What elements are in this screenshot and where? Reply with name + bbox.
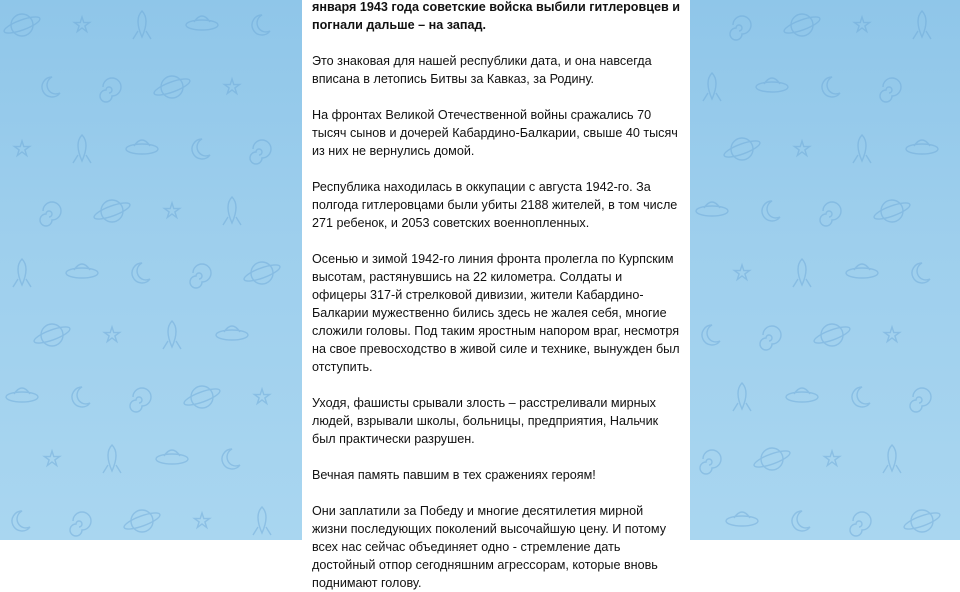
rocket-icon (918, 11, 926, 37)
rocket-icon (798, 259, 806, 285)
spiral-icon (910, 388, 931, 412)
spiral-icon (700, 450, 721, 474)
ufo-icon (786, 392, 818, 402)
ufo-dome-icon (14, 388, 30, 394)
spiral-icon (730, 16, 751, 40)
spiral-icon (880, 78, 901, 102)
planet-ring-icon (92, 200, 131, 222)
star-icon (74, 17, 89, 32)
ufo-icon (216, 330, 248, 340)
ufo-icon (126, 144, 158, 154)
ufo-dome-icon (914, 140, 930, 146)
message-paragraph: Это знаковая для нашей республики дата, и она навсегда вписана в летопись Битвы за Кавказ, за Родину. (312, 54, 652, 86)
spiral-icon (70, 512, 91, 536)
ufo-dome-icon (734, 512, 750, 518)
ufo-icon (696, 206, 728, 216)
moon-icon (912, 263, 930, 283)
star-icon (884, 327, 899, 342)
planet-ring-icon (32, 324, 71, 346)
planet-ring-icon (902, 510, 941, 532)
rocket-icon (258, 507, 266, 533)
moon-icon (42, 77, 60, 97)
message-paragraph: Республика находилась в оккупации с августа 1942-го. За полгода гитлеровцами были убиты 2188 жителей, в том числе 271 ребенок, и 2053 советских военнопленных. (312, 180, 678, 230)
ufo-dome-icon (134, 140, 150, 146)
spiral-icon (130, 388, 151, 412)
planet-ring-icon (812, 324, 851, 346)
message-paragraph: Уходя, фашисты срывали злость – расстреливали мирных людей, взрывали школы, больницы, предприятия, Нальчик был практически разрушен. (312, 396, 659, 446)
moon-icon (192, 139, 210, 159)
ufo-icon (726, 516, 758, 526)
planet-ring-icon (872, 200, 911, 222)
moon-icon (702, 325, 720, 345)
moon-icon (12, 511, 30, 531)
rocket-icon (858, 135, 866, 161)
ufo-icon (6, 392, 38, 402)
spiral-icon (760, 326, 781, 350)
message-paragraph: Осенью и зимой 1942-го линия фронта пролегла по Курпским высотам, растянувшись на 22 километра. Солдаты и офицеры 317-й стрелковой дивизии, жители Кабардино-Балкарии мужественно бились здесь не жалея себя, многие сложили головы. Под таким яростным напором враг, несмотря на свое превосходство в живой силе и технике, вынужден был отступить. (312, 252, 680, 374)
rocket-icon (78, 135, 86, 161)
rocket-icon (708, 73, 716, 99)
spiral-icon (100, 78, 121, 102)
planet-ring-icon (752, 448, 791, 470)
ufo-dome-icon (704, 202, 720, 208)
ufo-icon (186, 20, 218, 30)
ufo-dome-icon (854, 264, 870, 270)
ufo-icon (906, 144, 938, 154)
moon-icon (792, 511, 810, 531)
ufo-dome-icon (74, 264, 90, 270)
planet-ring-icon (152, 76, 191, 98)
spiral-icon (820, 202, 841, 226)
message-paragraph: Вечная память павшим в тех сражениях героям! (312, 468, 596, 482)
rocket-icon (738, 383, 746, 409)
moon-icon (822, 77, 840, 97)
spiral-icon (250, 140, 271, 164)
star-icon (254, 389, 269, 404)
planet-ring-icon (182, 386, 221, 408)
ufo-dome-icon (794, 388, 810, 394)
star-icon (164, 203, 179, 218)
planet-ring-icon (2, 14, 41, 36)
message-bubble[interactable] (302, 0, 690, 590)
message-paragraph: января 1943 года советские войска выбили гитлеровцев и погнали дальше – на запад. (312, 0, 680, 32)
ufo-icon (156, 454, 188, 464)
star-icon (14, 141, 29, 156)
planet-ring-icon (782, 14, 821, 36)
rocket-icon (108, 445, 116, 471)
moon-icon (852, 387, 870, 407)
moon-icon (222, 449, 240, 469)
ufo-dome-icon (164, 450, 180, 456)
ufo-icon (756, 82, 788, 92)
star-icon (824, 451, 839, 466)
rocket-icon (168, 321, 176, 347)
planet-ring-icon (122, 510, 161, 532)
star-icon (44, 451, 59, 466)
rocket-icon (18, 259, 26, 285)
message-paragraph: Они заплатили за Победу и многие десятилетия мирной жизни последующих поколений высочайшую цену. И потому всех нас сейчас объединяет одно - стремление дать достойный отпор сегодняшним агрессорам, которые вновь поднимают голову. (312, 504, 667, 590)
star-icon (224, 79, 239, 94)
ufo-dome-icon (224, 326, 240, 332)
planet-ring-icon (242, 262, 281, 284)
star-icon (734, 265, 749, 280)
moon-icon (72, 387, 90, 407)
moon-icon (762, 201, 780, 221)
spiral-icon (190, 264, 211, 288)
rocket-icon (888, 445, 896, 471)
ufo-icon (846, 268, 878, 278)
rocket-icon (228, 197, 236, 223)
spiral-icon (40, 202, 61, 226)
ufo-dome-icon (194, 16, 210, 22)
moon-icon (132, 263, 150, 283)
moon-icon (252, 15, 270, 35)
star-icon (854, 17, 869, 32)
star-icon (794, 141, 809, 156)
rocket-icon (138, 11, 146, 37)
star-icon (194, 513, 209, 528)
message-paragraph: На фронтах Великой Отечественной войны сражались 70 тысяч сынов и дочерей Кабардино-Балкарии, свыше 40 тысяч из них не вернулись домой. (312, 108, 678, 158)
spiral-icon (850, 512, 871, 536)
star-icon (104, 327, 119, 342)
ufo-icon (66, 268, 98, 278)
ufo-dome-icon (764, 78, 780, 84)
planet-ring-icon (722, 138, 761, 160)
